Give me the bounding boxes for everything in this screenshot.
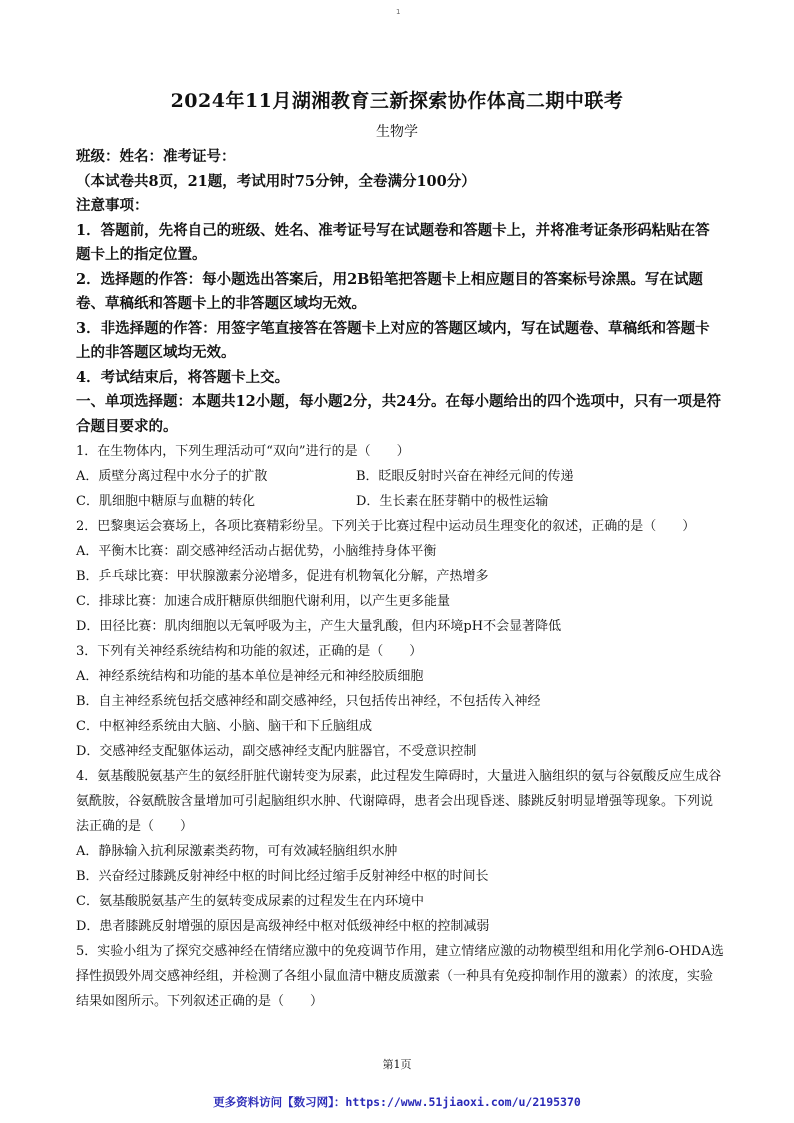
question-option: A．神经系统结构和功能的基本单位是神经元和神经胶质细胞 — [76, 669, 424, 684]
question-4-stem: 4．氨基酸脱氨基产生的氨经肝脏代谢转变为尿素，此过程发生障碍时，大量进入脑组织的氨与谷氨酸反应生成谷氨酰胺，谷氨酰胺含量增加可引起脑组织水肿、代谢障碍，患者会出现昏迷、膝跳反射明显增强等现象。下列说法正确的是（ ） — [76, 769, 722, 834]
question-option: D．田径比赛：肌肉细胞以无氧呼吸为主，产生大量乳酸，但内环境pH不会显著降低 — [76, 619, 562, 634]
exam-info-line: （本试卷共8页，21题，考试用时75分钟，全卷满分100分） — [76, 172, 476, 190]
question-option: C．氨基酸脱氨基产生的氨转变成尿素的过程发生在内环境中 — [76, 894, 424, 909]
notice-item: 2．选择题的作答：每小题选出答案后，用2B铅笔把答题卡上相应题目的答案标号涂黑。写在试题卷、草稿纸和答题卡上的非答题区域均无效。 — [76, 270, 703, 312]
question-option: A．静脉输入抗利尿激素类药物，可有效减轻脑组织水肿 — [76, 844, 398, 859]
question-option: D．患者膝跳反射增强的原因是高级神经中枢对低级神经中枢的控制减弱 — [76, 919, 490, 934]
question-5-stem: 5．实验小组为了探究交感神经在情绪应激中的免疫调节作用，建立情绪应激的动物模型组和用化学剂6-OHDA选择性损毁外周交感神经组，并检测了各组小鼠血清中糖皮质激素（一种具有免疫抑制作用的激素）的浓度，实验结果如图所示。下列叙述正确的是（ ） — [76, 944, 724, 1009]
question-1-options-row-2 — [76, 489, 724, 514]
question-option: B．眨眼反射时兴奋在神经元间的传递 — [356, 469, 574, 484]
question-option: C．排球比赛：加速合成肝糖原供细胞代谢利用，以产生更多能量 — [76, 594, 450, 609]
question-option: B．乒乓球比赛：甲状腺激素分泌增多，促进有机物氧化分解，产热增多 — [76, 569, 489, 584]
question-option: D．生长素在胚芽鞘中的极性运输 — [356, 494, 549, 509]
question-option: D．交感神经支配躯体运动，副交感神经支配内脏器官，不受意识控制 — [76, 744, 477, 759]
notice-heading: 注意事项： — [76, 197, 149, 214]
page-number: 第1页 — [382, 1058, 412, 1071]
notice-item: 4．考试结束后，将答题卡上交。 — [76, 368, 290, 386]
question-option: B．兴奋经过膝跳反射神经中枢的时间比经过缩手反射神经中枢的时间长 — [76, 869, 489, 884]
subject-label: 生物学 — [376, 124, 418, 140]
promo-link[interactable]: 更多资料访问【数习网】：https://www.51jiaoxi.com/u/2195370 — [213, 1095, 581, 1109]
page-mark: 1 — [396, 8, 401, 16]
class-name-id-line: 班级：姓名：准考证号： — [76, 148, 236, 165]
question-2-stem: 2．巴黎奥运会赛场上，各项比赛精彩纷呈。下列关于比赛过程中运动员生理变化的叙述，正确的是（ ） — [76, 519, 696, 534]
question-1-stem: 1．在生物体内，下列生理活动可“双向”进行的是（ ） — [76, 444, 410, 459]
question-option: C．中枢神经系统由大脑、小脑、脑干和下丘脑组成 — [76, 719, 372, 734]
question-option: A．平衡木比赛：副交感神经活动占据优势，小脑维持身体平衡 — [76, 544, 437, 559]
exam-content — [76, 145, 724, 1014]
section-heading: 一、单项选择题：本题共12小题，每小题2分，共24分。在每小题给出的四个选项中，只有一项是符合题目要求的。 — [76, 393, 721, 435]
question-option: A．质壁分离过程中水分子的扩散 — [76, 469, 268, 484]
notice-item: 3．非选择题的作答：用签字笔直接答在答题卡上对应的答题区域内，写在试题卷、草稿纸和答题卡上的非答题区域均无效。 — [76, 319, 710, 361]
question-3-stem: 3．下列有关神经系统结构和功能的叙述，正确的是（ ） — [76, 644, 423, 659]
question-option: C．肌细胞中糖原与血糖的转化 — [76, 494, 255, 509]
notice-item: 1．答题前，先将自己的班级、姓名、准考证号写在试题卷和答题卡上，并将准考证条形码粘贴在答题卡上的指定位置。 — [76, 221, 710, 263]
question-option: B．自主神经系统包括交感神经和副交感神经，只包括传出神经，不包括传入神经 — [76, 694, 541, 709]
exam-title: 2024年11月湖湘教育三新探索协作体高二期中联考 — [170, 90, 624, 112]
question-1-options-row-1 — [76, 464, 724, 489]
